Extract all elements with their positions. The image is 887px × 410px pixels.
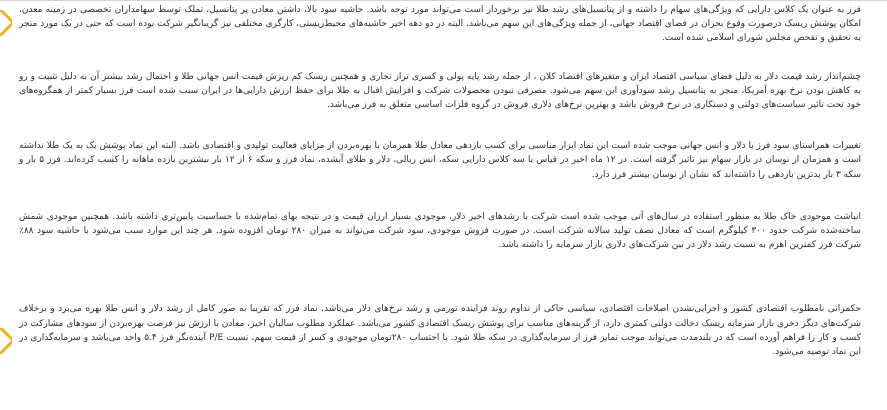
top-border: [0, 0, 887, 1]
chevron-decoration-icon: [0, 10, 12, 36]
paragraph-gold-correlation: تغییرات همراستای سود فرز با دلار و انس جهانی موجب شده است این نماد ابزار مناسبی برای کسب بازدهی معادل طلا همزمان با بهره‌بردن از مزایای فعالیت تولیدی و اقتصادی باشد. البته این نماد پوشش یک به یک طلا نداشته است و همزمان از نوسان در بازار سهام نیز تاثیر گرفته است. در ۱۲ ماه اخیر در قیاس با سه کلاس دارایی سکه، انس ریالی، دلار و طلای آبشده، نماد فرز و سکه ۶ از ۱۲ بار بیشترین بازده ماهانه را کسب کرده‌اند. فرز ۵ بار و سکه ۳ بار بدترین بازدهی را داشته‌اند که نشان از نوسان بیشتر فرز دارد.: [19, 141, 861, 180]
chevron-decoration-icon: [0, 328, 12, 354]
article-body: [19, 3, 861, 359]
paragraph-inventory: انباشت موجودی خاک طلا به منظور استفاده در سال‌های آتی موجب شده است شرکت با رشدهای اخیر دلار، موجودی بسیار ارزان قیمت و در نتیجه بهای تمام‌شده با حساسیت پایین‌تری داشته باشد. همچنین موجودی شمش ساخته‌شده شرکت حدود ۳۰۰ کیلوگرم است که معادل نصف تولید سالانه شرکت است. در صورت فروش موجودی، سود شرکت می‌تواند به میزان ۲۸۰ تومان افزوده شود. هر چند این موارد سبب می‌شود با حاشیه سود ۸۸٪ شرکت فرز کمترین اهرم به نسبت رشد دلار در بین شرکت‌های دلاری بازار سرمایه را داشته باشد.: [19, 211, 861, 251]
paragraph-dollar-outlook: چشم‌انداز رشد قیمت دلار به دلیل فضای سیاسی اقتصاد ایران و متغیرهای اقتصاد کلان ، از جمله رشد پایه پولی و کسری تراز تجاری و همچنین ریسک کم ریزش قیمت انس جهانی طلا و احتمال رشد بیشتر آن به دلیل تثبیت و رو به کاهش بودن نرخ بهره آمریکا، منجر به پتانسیل رشد سودآوری این سهم می‌شود. مصرفی نبودن محصولات شرکت و افزایش اقبال به طلا برای حفظ ارزش دارایی‌ها در ایران سبب شده است فرز بسیار کمتر از همگروه‌های خود تحت تاثیر سیاست‌های دولتی و دستکاری در نرخ فروش باشد و بهترین نرخ‌های دلاری فروش در گروه فلزات اساسی متعلق به فرز می‌باشد.: [19, 71, 861, 111]
paragraph-recommendation: حکمرانی نامطلوب اقتصادی کشور و اجرایی‌نشدن اصلاحات اقتصادی، سیاسی حاکی از تداوم روند فزاینده تورمی و رشد نرخ‌های دلار می‌باشد. نماد فرز که تقریبا به صور کامل از رشد دلار و انس طلا بهره می‌برد و برخلاف شرکت‌های دیگر دخری بازار سرمایه ریسک دخالت دولتی کمتری دارد، از گزینه‌های مناسب برای پوشش ریسک اقتصادی کشور می‌باشد. عملکرد مطلوب سالیان اخیر، معادن با ارزش نیز فرصت بهره‌بردن از سودهای مشارکت در کسب و کار را فراهم آورده است که در بلندمدت می‌تواند موجب تمایز فرز از سرمایه‌گذاری در سکه طلا شود. با احتساب ۲۸۰تومان موجودی و کسر از قیمت سهم، نسبت P/E آینده‌نگر فرز ۵.۴ واحد می‌باشد و سرمایه‌گذاری در این نماد توصیه می‌شود.: [19, 304, 861, 358]
paragraph-asset-class: فرز به عنوان یک کلاس دارایی که ویژگی‌های سهام را داشته و از پتانسیل‌های رشد طلا نیز برخوردار است می‌تواند مورد توجه باشد. حاشیه سود بالا، داشتن معادن پر پتانسیل، تملک توسط سهامداران تخصصی در زمینه معدن، امکان پوشش ریسک درصورت وقوع بحران در فضای اقتصاد جهانی، از جمله ویژگی‌های این سهم می‌باشد. البته در دو دهه اخیر حاشیه‌های محیط‌زیستی، کارگری مختلفی نیز گریبانگیر شرکت بوده است که حتی در یک مورد منجر به تحقیق و تفحص مجلس شورای اسلامی شده است.: [19, 5, 861, 44]
